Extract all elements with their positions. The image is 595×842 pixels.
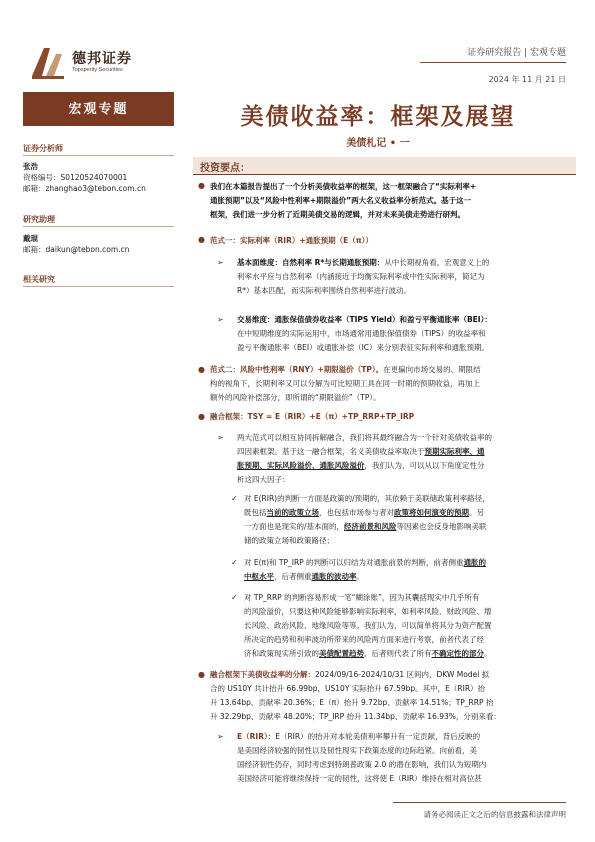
para-factor-rrp: 对 TP_RRP 的判断容易形成一笔“糊涂账”，因为其囊括现实中几乎所有 的风险溢价，只要这种风险能够影响实际利率，如利率风险、财政风险、增 长风险、政治风险、地缘风险等等。我们认为，可以简单将其分为资产配置 所决定的趋势和利率波动所带来的风险两方面来进行考察，前者代表了经 济和政策现实所引致的美债配置趋势，后者则代表了所有不确定性的部分。: [244, 593, 492, 658]
para-trading: 交易维度：通胀保值债券收益率（TIPS Yield）和盈亏平衡通胀率（BEI）： 在中短期维度的实际运用中，市场通常用通胀保值债券（TIPS）的收益率和 盈亏平衡通胀率（BEI）或通胀补偿（IC）来分别表征实际利率和通胀预期。: [237, 315, 492, 352]
report-title: 美债收益率：框架及展望: [240, 103, 516, 130]
assistant-email[interactable]: 邮箱：daikun@tebon.com.cn: [23, 245, 130, 254]
footer-disclaimer: 请务必阅读正文之后的信息披露和法律声明: [423, 810, 566, 819]
bullet-icon: ●: [198, 412, 205, 421]
para-factor-rir: 对 E(RIR)的判断一方面是政策的/预期的，其依赖于美联储政策利率路径， 既包括当前的政策立场，也包括市场参与者对政策将如何演变的预期。另 一方面也是现实的/基本面的，经济前景和风险等因素也会反身地影响美联 储的政策立场和政策路径；: [244, 494, 490, 545]
related-heading: 相关研究: [23, 274, 55, 284]
category-label: 宏观专题: [68, 102, 129, 117]
bullet-icon: ●: [198, 181, 205, 190]
analyst-name: 张浩: [23, 162, 38, 171]
bullet-icon: ●: [198, 670, 205, 679]
para-fusion: 融合框架：TSY = E（RIR）+E（π）+TP_RRP+TP_IRP: [210, 412, 415, 421]
analyst-email[interactable]: 邮箱：zhanghao3@tebon.com.cn: [23, 184, 146, 193]
para-fundamental: 基本面维度：自然利率 R*与长期通胀预期：从中长期视角看，宏观意义上的 利率水平应与自然利率（内涵接近于均衡实际利率或中性实际利率，简记为 R*）基本匹配，而实际利率围绕自然利率进行波动。: [237, 258, 490, 295]
bullet-icon: ●: [198, 365, 205, 374]
points-band: [193, 157, 576, 174]
arrow-bullet-icon: ➢: [217, 315, 224, 324]
assistant-name: 戴琨: [23, 234, 38, 243]
arrow-bullet-icon: ➢: [217, 433, 224, 442]
related-divider: [23, 286, 174, 287]
brand-name-en: Topsperity Securities: [72, 67, 123, 73]
analyst-heading: 证券分析师: [23, 143, 63, 153]
para-decomposition: 融合框架下美债收益率的分解：2024/09/16-2024/10/31 区间内，DKW Model 拟 合的 US10Y 共计抬升 66.99bp，US10Y 实际抬升 67.59bp。其中，E（RIR）抬 升 13.64bp、贡献率 20.36%；E（π）抬升 9.72bp、贡献率 14.51%；TP_RRP 抬 升 32.29bp、贡献率 48.20%；TP_IRP 抬升 11.34bp、贡献率 16.93%，分别来看：: [210, 670, 501, 721]
footer-divider: [393, 802, 566, 803]
assistant-divider: [23, 226, 174, 227]
check-icon: ✓: [231, 494, 238, 503]
check-icon: ✓: [231, 593, 238, 602]
report-subtitle: 美债札记 • 一: [346, 138, 410, 149]
arrow-bullet-icon: ➢: [217, 732, 224, 741]
bullet-icon: ●: [198, 235, 205, 244]
para-rir-outlook: E（RIR）：E（RIR）的抬升对本轮美债利率攀升有一定贡献，背后反映的 是美国经济较强的韧性以及韧性现实下政策态度的边际趋紧。向前看，美 国经济韧性仍存，同时考虑到特朗普政策 2.0 的潜在影响，我们认为短期内 美国经济可能将继续保持一定的韧性，这将使 E（RIR）维持在相对高位甚: [237, 732, 487, 783]
report-type: 证券研究报告 | 宏观专题: [467, 48, 566, 58]
para-four-factors: 两大范式可以相互协同拆解融合，我们将其最终融合为一个针对美债收益率的 四因素框架。基于这一融合框架，名义美债收益率取决于预期实际利率、通 胀预期、实际风险溢价、通胀风险溢价，我们认为，可以从以下角度定性分 析这四大因子：: [237, 433, 492, 484]
company-logo: [28, 42, 68, 82]
arrow-bullet-icon: ➢: [217, 258, 224, 267]
header-divider: [420, 62, 566, 63]
assistant-info: [23, 233, 129, 255]
para-paradigm-two: 范式二：风险中性利率（RNY）+期限溢价（TP）。在更偏向市场交易的、期限结 构的视角下，长期利率又可以分解为可比短期工具在同一时期的预期收益，再加上 额外的风险补偿部分，即所谓的“期限溢价”（TP）。: [210, 365, 481, 402]
brand-name: 德邦证券: [72, 51, 132, 67]
check-icon: ✓: [231, 558, 238, 567]
para-intro: 我们在本篇报告提出了一个分析美债收益率的框架，这一框架融合了“实际利率+ 通胀预期”以及“风险中性利率+期限溢价”两大名义收益率分析范式。基于这一 框架，我们进一步分析了近期美债交易的逻辑，并对未来美债走势进行研判。: [210, 182, 477, 219]
analyst-cert: 资格编号：S0120524070001: [23, 173, 128, 182]
report-date: 2024 年 11 月 21 日: [488, 75, 566, 84]
assistant-heading: 研究助理: [23, 214, 55, 224]
para-paradigm-one: 范式一：实际利率（RIR）+通胀预期（E（π））: [210, 236, 373, 245]
points-heading: 投资要点：: [200, 163, 250, 174]
analyst-info: [23, 161, 146, 194]
points-divider: [193, 174, 576, 175]
para-factor-inflation: 对 E(π)和 TP_IRP 的判断可以归结为对通胀前景的判断，前者侧重通胀的 中枢水平，后者侧重通胀的波动率。: [244, 558, 487, 581]
analyst-divider: [23, 155, 174, 156]
